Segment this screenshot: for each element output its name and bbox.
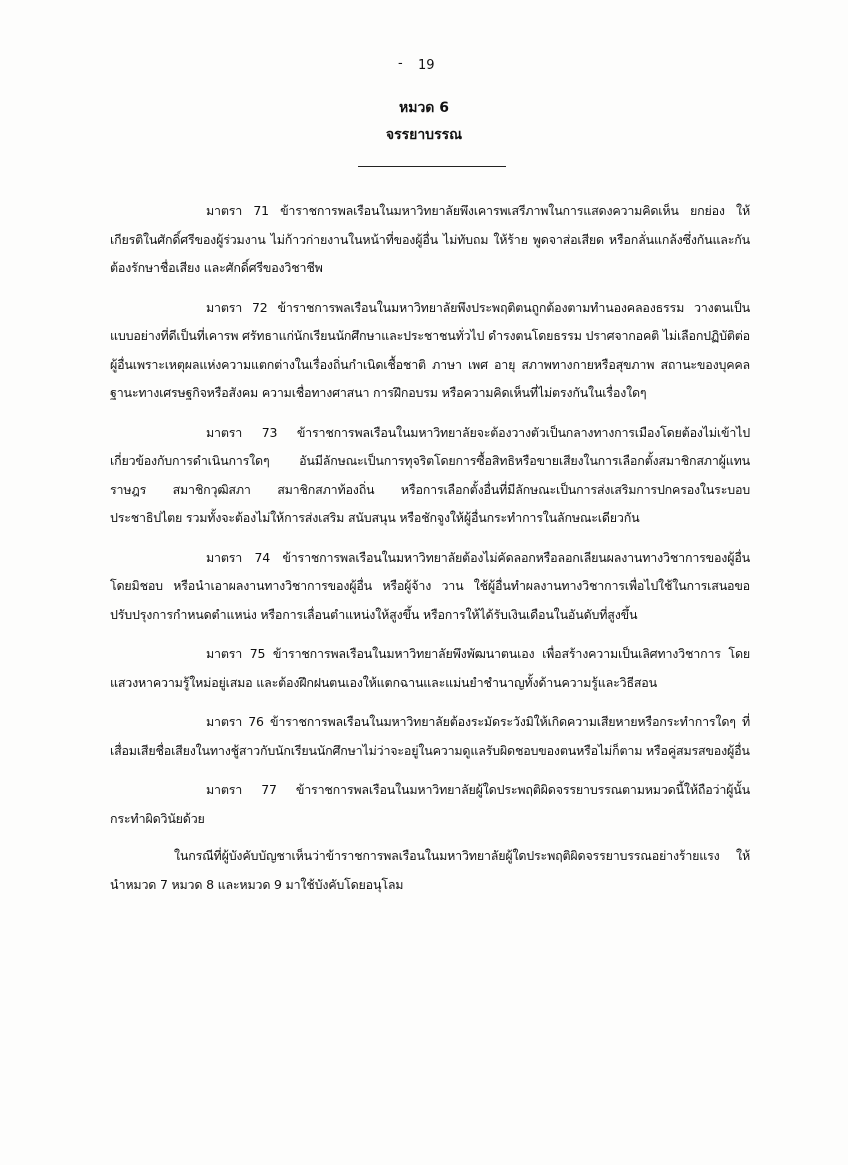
section-77-paragraph: มาตรา 77 ข้าราชการพลเรือนในมหาวิทยาลัยผู้ใดประพฤติผิดจรรยาบรรณตามหมวดนี้ให้ถือว่าผู้นั้นกระทำผิดวินัยด้วย [110,782,750,826]
page-number: 19 [418,58,435,73]
section-75-paragraph: มาตรา 75 ข้าราชการพลเรือนในมหาวิทยาลัยพึงพัฒนาตนเอง เพื่อสร้างความเป็นเลิศทางวิชาการ โดยแสวงหาความรู้ใหม่อยู่เสมอ และต้องฝึกฝนตนเองให้แตกฉานและแม่นยำชำนาญทั้งด้านความรู้และวิธีสอน [110,646,750,690]
section-71-paragraph: มาตรา 71 ข้าราชการพลเรือนในมหาวิทยาลัยพึงเคารพเสรีภาพในการแสดงความคิดเห็น ยกย่อง ให้เกียรติในศักดิ์ศรีของผู้ร่วมงาน ไม่ก้าวก่ายงานในหน้าที่ของผู้อื่น ไม่ทับถม ให้ร้าย พูดจาส่อเสียด หรือกลั่นแกล้งซึ่งกันและกัน ต้องรักษาชื่อเสียง และศักดิ์ศรีของวิชาชีพ [110,203,750,275]
document-body [110,197,750,910]
section-77-clause-paragraph: ในกรณีที่ผู้บังคับบัญชาเห็นว่าข้าราชการพลเรือนในมหาวิทยาลัยผู้ใดประพฤติผิดจรรยาบรรณอย่างร้ายแรง ให้นำหมวด 7 หมวด 8 และหมวด 9 มาใช้บังคับโดยอนุโลม [110,848,750,892]
section-74-paragraph: มาตรา 74 ข้าราชการพลเรือนในมหาวิทยาลัยต้องไม่คัดลอกหรือลอกเลียนผลงานทางวิชาการของผู้อื่นโดยมิชอบ หรือนำเอาผลงานทางวิชาการของผู้อื่น หรือผู้จ้าง วาน ใช้ผู้อื่นทำผลงานทางวิชาการเพื่อไปใช้ในการเสนอขอปรับปรุงการกำหนดตำแหน่ง หรือการเลื่อนตำแหน่งให้สูงขึ้น หรือการให้ได้รับเงินเดือนในอันดับที่สูงขึ้น [110,549,750,622]
page-dash-mark: - [398,56,403,71]
section-72-paragraph: มาตรา 72 ข้าราชการพลเรือนในมหาวิทยาลัยพึงประพฤติตนถูกต้องตามทำนองคลองธรรม วางตนเป็นแบบอย่างที่ดีเป็นที่เคารพ ศรัทธาแก่นักเรียนนักศึกษาและประชาชนทั่วไป ดำรงตนโดยธรรม ปราศจากอคติ ไม่เลือกปฏิบัติต่อผู้อื่นเพราะเหตุผลแห่งความแตกต่างในเรื่องถิ่นกำเนิดเชื้อชาติ ภาษา เพศ อายุ สภาพทางกายหรือสุขภาพ สถานะของบุคคล ฐานะทางเศรษฐกิจหรือสังคม ความเชื่อทางศาสนา การฝึกอบรม หรือความคิดเห็นที่ไม่ตรงกันในเรื่องใดๆ [110,299,750,400]
section-76-paragraph: มาตรา 76 ข้าราชการพลเรือนในมหาวิทยาลัยต้องระมัดระวังมิให้เกิดความเสียหายหรือกระทำการใดๆ ที่เสื่อมเสียชื่อเสียงในทางชู้สาวกับนักเรียนนักศึกษาไม่ว่าจะอยู่ในความดูแลรับผิดชอบของตนหรือไม่ก็ตาม หรือคู่สมรสของผู้อื่น [110,714,750,758]
chapter-title: จรรยาบรรณ [385,127,463,143]
chapter-heading: หมวด 6 [398,100,450,116]
section-73-paragraph: มาตรา 73 ข้าราชการพลเรือนในมหาวิทยาลัยจะต้องวางตัวเป็นกลางทางการเมืองโดยต้องไม่เข้าไปเกี่ยวข้องกับการดำเนินการใดๆ อันมีลักษณะเป็นการทุจริตโดยการซื้อสิทธิหรือขายเสียงในการเลือกตั้งสมาชิกสภาผู้แทนราษฎร สมาชิกวุฒิสภา สมาชิกสภาท้องถิ่น หรือการเลือกตั้งอื่นที่มีลักษณะเป็นการส่งเสริมการปกครองในระบอบประชาธิปไตย รวมทั้งจะต้องไม่ให้การส่งเสริม สนับสนุน หรือชักจูงให้ผู้อื่นกระทำการในลักษณะเดียวกัน [110,424,750,525]
title-underline-rule [358,166,506,167]
